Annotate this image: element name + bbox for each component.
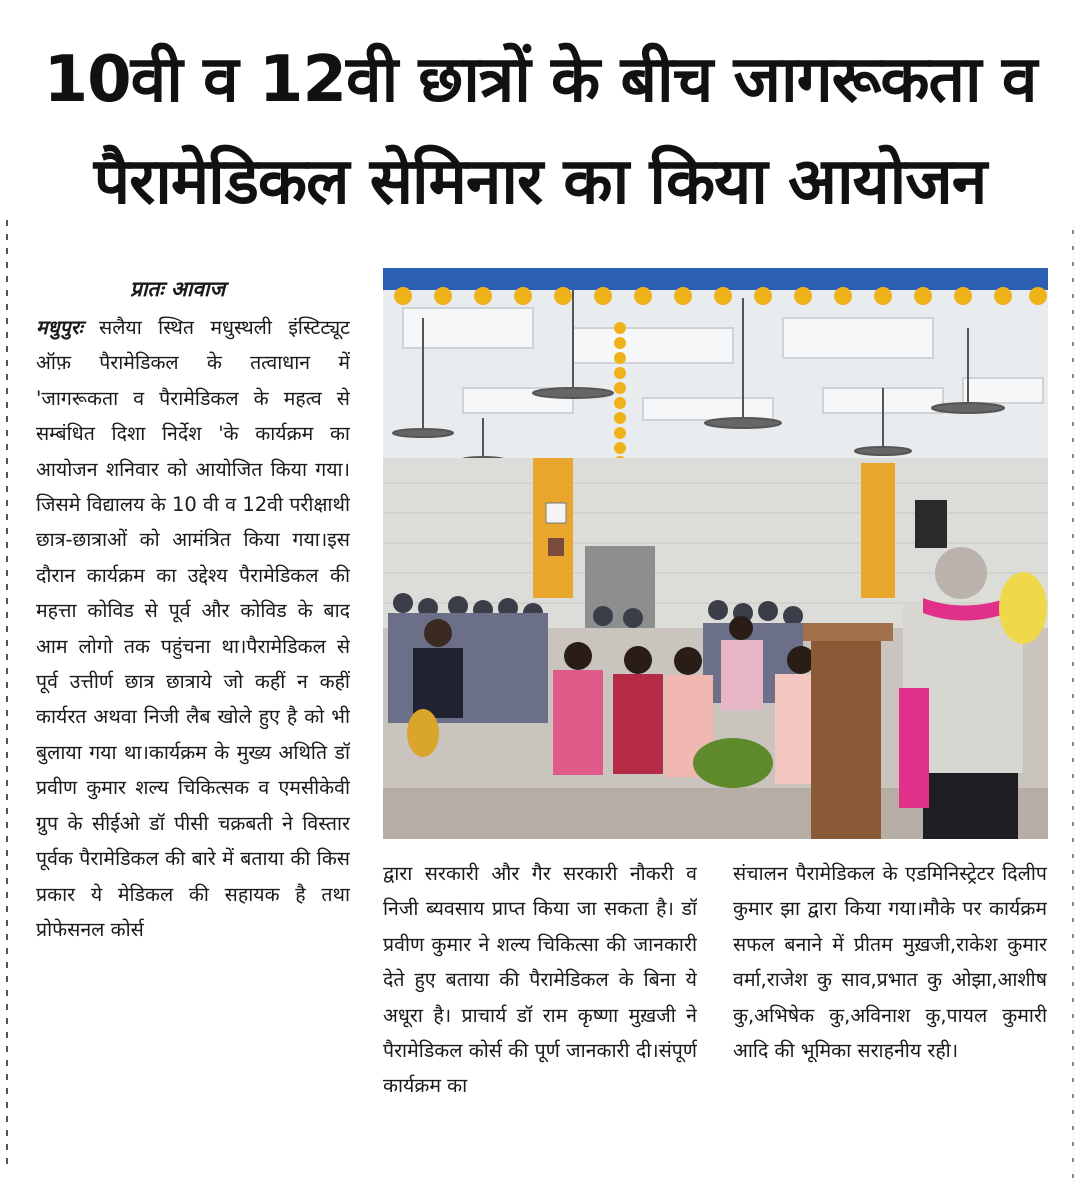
article-column-2 xyxy=(383,856,697,1186)
seminar-photo xyxy=(383,268,1048,839)
dateline: मधुपुरः xyxy=(36,316,83,339)
article-column-1 xyxy=(36,310,350,1190)
column-3-text: संचालन पैरामेडिकल के एडमिनिस्ट्रेटर दिलीप कुमार झा द्वारा किया गया।मौके पर कार्यक्रम सफल बनाने में प्रीतम मुख़जी,राकेश कुमार वर्मा,राजेश कु साव,प्रभात कु ओझा,आशीष कु,अभिषेक कु,अविनाश कु,पायल कुमारी आदि की भूमिका सराहनीय रही। xyxy=(733,862,1047,1063)
headline-line-2: पैरामेडिकल सेमिनार का किया आयोजन xyxy=(93,145,987,219)
column-2-text: द्वारा सरकारी और गैर सरकारी नौकरी व निजी ब्यवसाय प्राप्त किया जा सकता है। डॉ प्रवीण कुमार ने शल्य चिकित्सा की जानकारी देते हुए बताया की पैरामेडिकल के बिना ये अधूरा है। प्राचार्य डॉ राम कृष्णा मुख़जी ने पैरामेडिकल कोर्स की पूर्ण जानकारी दी।संपूर्ण कार्यक्रम का xyxy=(383,862,697,1098)
right-edge-rule xyxy=(1072,230,1074,1180)
column-1-text: सलैया स्थित मधुस्थली इंस्टिट्यूट ऑफ़ पैरामेडिकल के तत्वाधान में 'जागरूकता व पैरामेडिकल के महत्व से सम्बंधित दिशा निर्देश 'के कार्यक्रम का आयोजन शनिवार को आयोजित किया गया।जिसमे विद्यालय के 10 वी व 12वी परीक्षाथी छात्र-छात्राओं को आमंत्रित किया गया।इस दौरान कार्यक्रम का उद्देश्य पैरामेडिकल की महत्ता कोविड से पूर्व और कोविड के बाद आम लोगो तक पहुंचना था।पैरामेडिकल से पूर्व उत्तीर्ण छात्र छात्राये जो कहीं न कहीं कार्यरत अथवा निजी लैब खोले हुए है को भी बुलाया गया था।कार्यक्रम के मुख्य अथिति डॉ प्रवीण कुमार शल्य चिकित्सक व एमसीकेवी ग्रुप के सीईओ डॉ पीसी चक्रबती ने विस्तार पूर्वक पैरामेडिकल की बारे में बताया की किस प्रकार ये मेडिकल की सहायक है तथा प्रोफेसनल कोर्स xyxy=(36,316,350,941)
left-edge-rule xyxy=(6,220,8,1170)
byline: प्रातः आवाज xyxy=(130,277,226,301)
headline-line-1: 10वी व 12वी छात्रों के बीच जागरूकता व xyxy=(43,43,1037,117)
article-column-3 xyxy=(733,856,1047,1186)
